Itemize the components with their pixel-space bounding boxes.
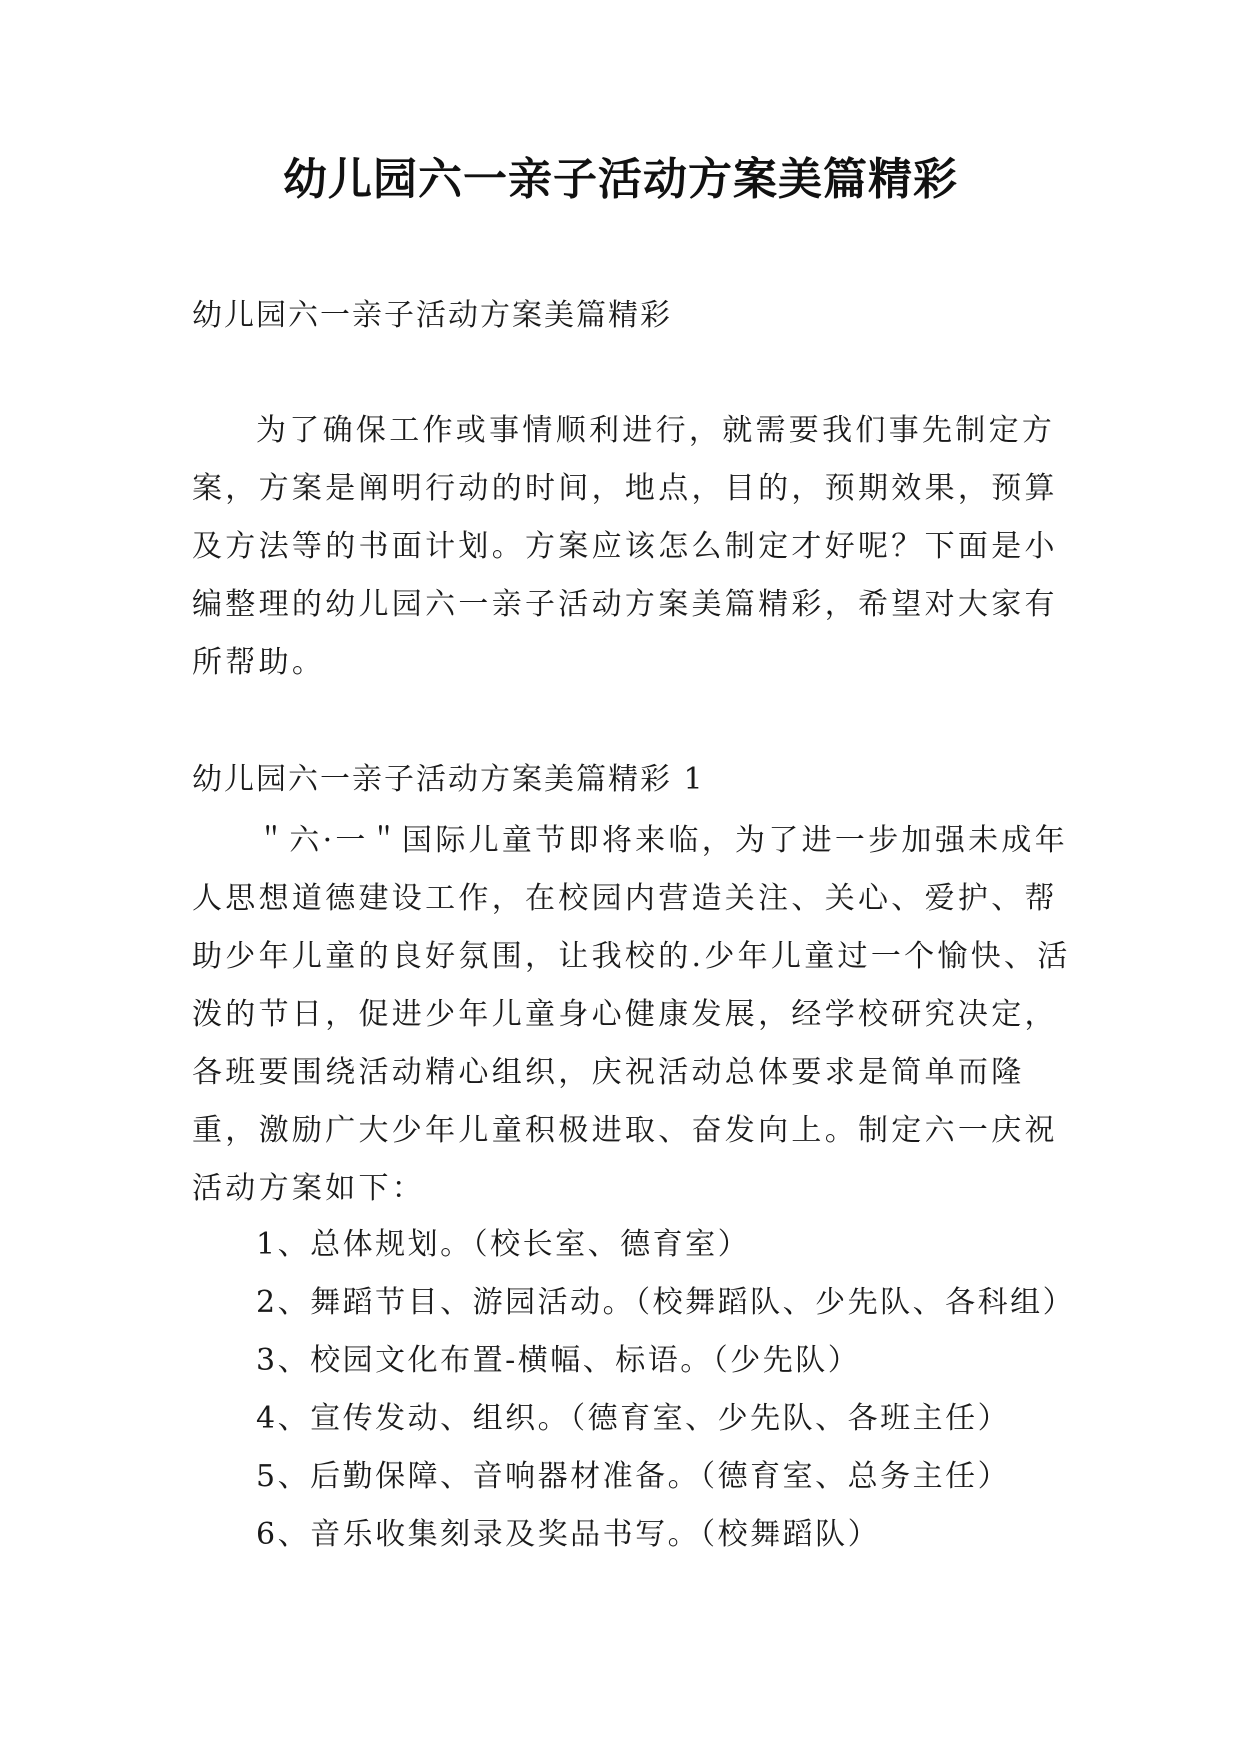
document-title: 幼儿园六一亲子活动方案美篇精彩: [283, 154, 958, 205]
intro-paragraph: 为了确保工作或事情顺利进行，就需要我们事先制定方案，方案是阐明行动的时间，地点，目的，预期效果，预算及方法等的书面计划。方案应该怎么制定才好呢？下面是小编整理的幼儿园六一亲子活动方案美篇精彩，希望对大家有所帮助。: [192, 413, 1058, 680]
section-paragraph: ＂六·一＂国际儿童节即将来临，为了进一步加强未成年人思想道德建设工作，在校园内营造关注、关心、爱护、帮助少年儿童的良好氛围，让我校的.少年儿童过一个愉快、活泼的节日，促进少年儿童身心健康发展，经学校研究决定，各班要围绕活动精心组织，庆祝活动总体要求是简单而隆重，激励广大少年儿童积极进取、奋发向上。制定六一庆祝活动方案如下：: [192, 823, 1071, 1206]
list-item: 6、音乐收集刻录及奖品书写。（校舞蹈队）: [256, 1517, 881, 1552]
list-item: 3、校园文化布置-横幅、标语。（少先队）: [256, 1343, 861, 1378]
section-heading: 幼儿园六一亲子活动方案美篇精彩 1: [192, 762, 705, 797]
list-item: 1、总体规划。（校长室、德育室）: [256, 1227, 751, 1262]
task-list: [256, 1216, 1086, 1564]
document-subtitle: 幼儿园六一亲子活动方案美篇精彩: [192, 298, 672, 333]
list-item: 2、舞蹈节目、游园活动。（校舞蹈队、少先队、各科组）: [256, 1285, 1076, 1320]
list-item: 5、后勤保障、音响器材准备。（德育室、总务主任）: [256, 1459, 1011, 1494]
list-item: 4、宣传发动、组织。（德育室、少先队、各班主任）: [256, 1401, 1011, 1436]
